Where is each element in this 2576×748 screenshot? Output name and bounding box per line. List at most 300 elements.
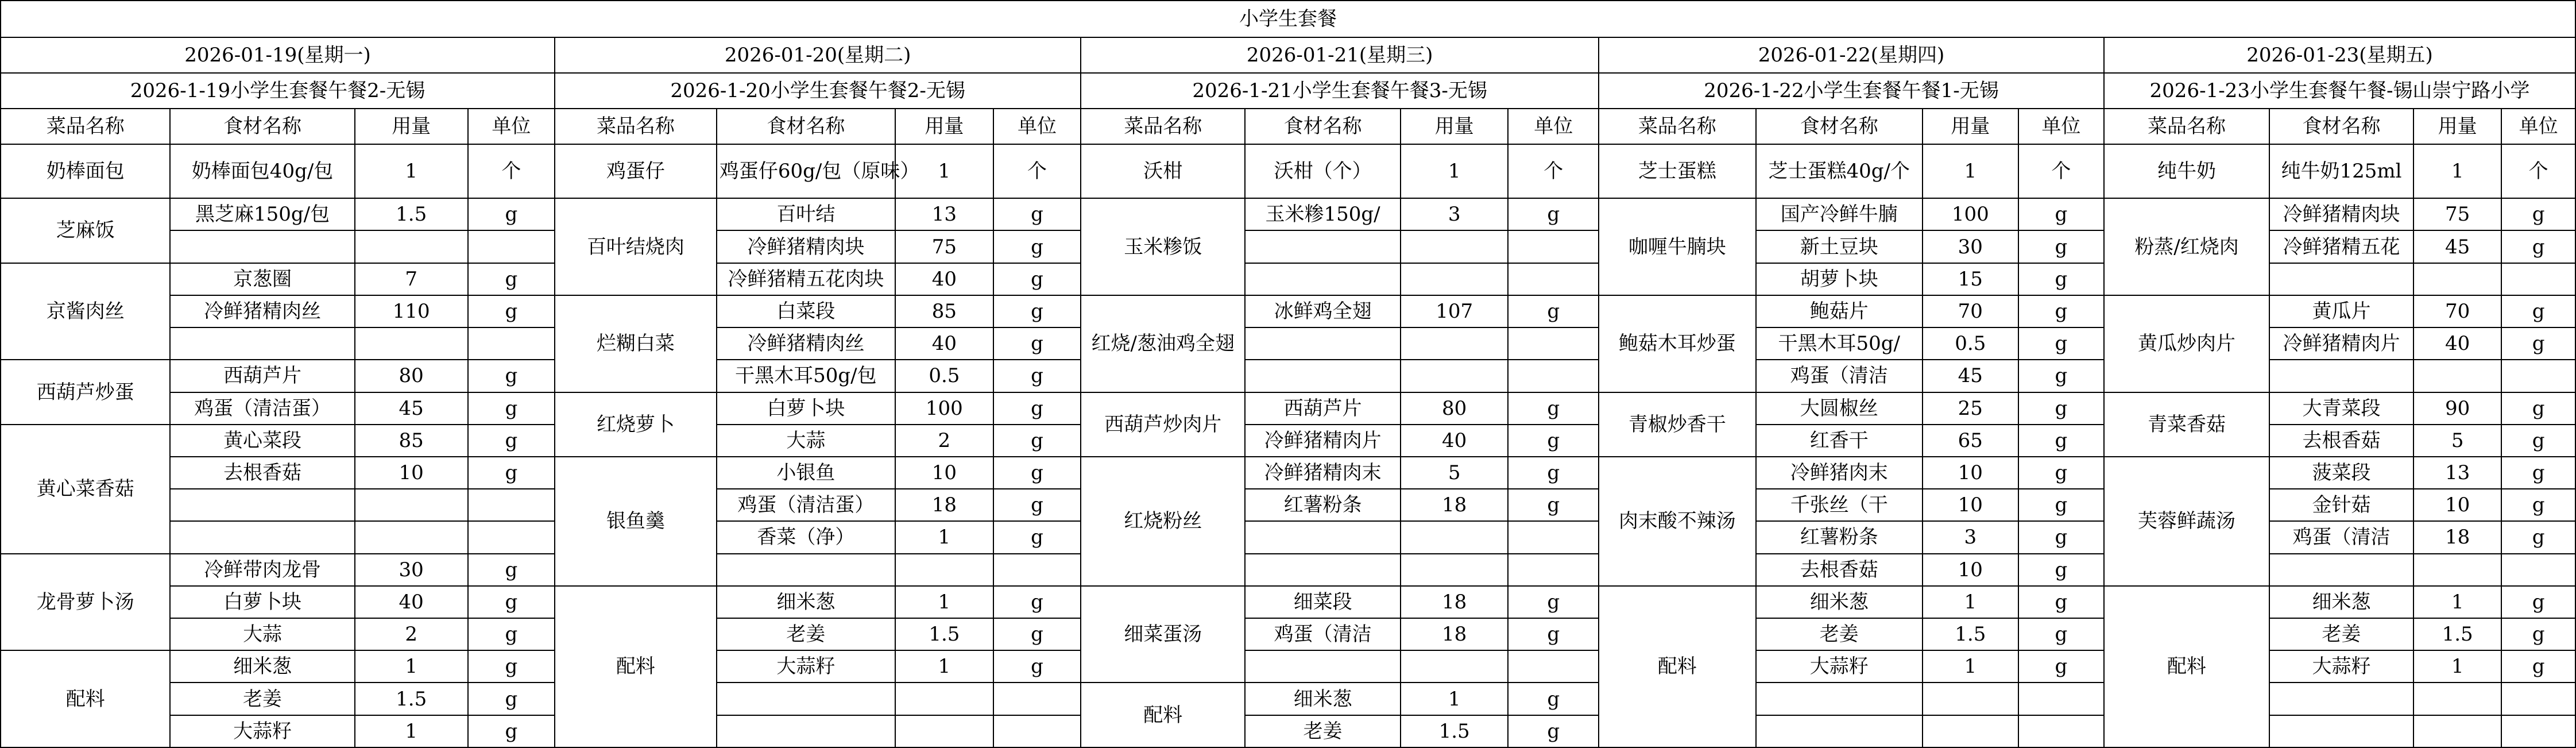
unit-cell: g	[468, 392, 555, 425]
day-date: 2026-01-23(星期五)	[2104, 37, 2575, 73]
ingredient-header: 食材名称	[717, 109, 895, 144]
unit-cell: g	[993, 295, 1081, 327]
ingredient-cell: 冷鲜猪精肉丝	[170, 295, 354, 327]
dish-name-cell: 芝士蛋糕	[1599, 144, 1756, 198]
amount-cell	[1401, 650, 1509, 683]
unit-cell	[2018, 683, 2104, 715]
unit-cell	[1508, 521, 1599, 553]
ingredient-cell: 白萝卜块	[717, 392, 895, 425]
ingredient-cell: 鸡蛋（清洁	[1245, 618, 1401, 650]
unit-cell: g	[468, 360, 555, 392]
ingredient-cell: 京葱圈	[170, 263, 354, 295]
amount-cell: 0.5	[895, 360, 993, 392]
ingredient-cell: 新土豆块	[1756, 230, 1923, 263]
amount-header: 用量	[1923, 109, 2018, 144]
amount-cell: 3	[1923, 521, 2018, 553]
ingredient-cell: 百叶结	[717, 198, 895, 230]
ingredient-cell: 奶棒面包40g/包	[170, 144, 354, 198]
amount-cell: 1	[895, 144, 993, 198]
amount-cell: 1	[1923, 650, 2018, 683]
amount-cell: 40	[355, 586, 468, 618]
unit-cell	[1508, 650, 1599, 683]
ingredient-cell: 细米葱	[170, 650, 354, 683]
ingredient-cell	[1245, 360, 1401, 392]
ingredient-cell: 细菜段	[1245, 586, 1401, 618]
amount-cell	[895, 554, 993, 586]
ingredient-cell: 冷鲜猪精五花肉块	[717, 263, 895, 295]
unit-cell: g	[2501, 489, 2575, 521]
amount-cell	[2413, 360, 2501, 392]
unit-header: 单位	[993, 109, 1081, 144]
amount-cell: 85	[355, 425, 468, 457]
ingredient-cell: 西葫芦片	[170, 360, 354, 392]
unit-cell	[468, 521, 555, 553]
dish-name-cell: 银鱼羹	[555, 457, 717, 586]
unit-cell: g	[2501, 425, 2575, 457]
unit-cell	[2501, 263, 2575, 295]
amount-cell: 40	[895, 263, 993, 295]
dish-name-cell: 粉蒸/红烧肉	[2104, 198, 2269, 295]
ingredient-cell: 黑芝麻150g/包	[170, 198, 354, 230]
amount-cell: 1.5	[895, 618, 993, 650]
dish-name-cell: 奶棒面包	[1, 144, 170, 198]
ingredient-cell: 西葫芦片	[1245, 392, 1401, 425]
ingredient-cell: 菠菜段	[2269, 457, 2413, 489]
ingredient-cell: 冷鲜带肉龙骨	[170, 554, 354, 586]
unit-cell: g	[468, 263, 555, 295]
ingredient-cell: 冷鲜猪精肉块	[2269, 198, 2413, 230]
unit-cell: g	[2018, 198, 2104, 230]
ingredient-cell: 沃柑（个）	[1245, 144, 1401, 198]
dish-name-cell: 青椒炒香干	[1599, 392, 1756, 457]
day-date: 2026-01-22(星期四)	[1599, 37, 2104, 73]
dish-name-cell: 烂糊白菜	[555, 295, 717, 392]
dish-name-cell: 芙蓉鲜蔬汤	[2104, 457, 2269, 586]
amount-cell: 70	[2413, 295, 2501, 327]
amount-cell: 2	[895, 425, 993, 457]
amount-cell	[1401, 263, 1509, 295]
amount-cell: 3	[1401, 198, 1509, 230]
unit-cell: g	[2018, 489, 2104, 521]
ingredient-cell: 红薯粉条	[1245, 489, 1401, 521]
ingredient-cell: 鸡蛋（清洁	[2269, 521, 2413, 553]
unit-cell: g	[1508, 489, 1599, 521]
ingredient-cell: 冷鲜猪精肉片	[1245, 425, 1401, 457]
amount-header: 用量	[2413, 109, 2501, 144]
unit-cell: g	[2501, 457, 2575, 489]
amount-header: 用量	[355, 109, 468, 144]
day-date: 2026-01-19(星期一)	[1, 37, 555, 73]
amount-cell: 5	[2413, 425, 2501, 457]
ingredient-cell	[1756, 683, 1923, 715]
dish-name-cell: 细菜蛋汤	[1081, 586, 1245, 683]
amount-header: 用量	[1401, 109, 1509, 144]
unit-cell: g	[2501, 198, 2575, 230]
meal-name: 2026-1-20小学生套餐午餐2-无锡	[555, 73, 1081, 109]
dish-name-cell: 百叶结烧肉	[555, 198, 717, 295]
unit-cell: g	[2501, 295, 2575, 327]
ingredient-cell: 冷鲜猪精肉块	[717, 230, 895, 263]
unit-cell: g	[2501, 392, 2575, 425]
ingredient-cell	[2269, 554, 2413, 586]
ingredient-cell	[717, 683, 895, 715]
dish-name-cell: 西葫芦炒肉片	[1081, 392, 1245, 457]
ingredient-cell: 黄心菜段	[170, 425, 354, 457]
dish-name-cell: 青菜香菇	[2104, 392, 2269, 457]
amount-cell: 85	[895, 295, 993, 327]
ingredient-cell: 老姜	[170, 683, 354, 715]
unit-cell: g	[2018, 521, 2104, 553]
ingredient-cell: 大蒜	[170, 618, 354, 650]
unit-cell	[993, 554, 1081, 586]
amount-header: 用量	[895, 109, 993, 144]
amount-cell: 1	[2413, 586, 2501, 618]
amount-cell: 1.5	[1923, 618, 2018, 650]
unit-cell: g	[468, 457, 555, 489]
amount-cell: 10	[2413, 489, 2501, 521]
ingredient-cell	[170, 521, 354, 553]
unit-cell	[468, 489, 555, 521]
ingredient-cell: 大蒜籽	[2269, 650, 2413, 683]
dish-name-cell: 黄心菜香菇	[1, 425, 170, 554]
ingredient-cell: 大蒜籽	[717, 650, 895, 683]
unit-cell: g	[2018, 457, 2104, 489]
unit-cell: g	[468, 650, 555, 683]
unit-cell	[2018, 715, 2104, 747]
amount-cell: 18	[895, 489, 993, 521]
unit-cell: g	[468, 198, 555, 230]
unit-cell: g	[1508, 198, 1599, 230]
unit-cell: g	[993, 489, 1081, 521]
ingredient-header: 食材名称	[170, 109, 354, 144]
ingredient-cell: 大蒜	[717, 425, 895, 457]
ingredient-cell: 纯牛奶125ml	[2269, 144, 2413, 198]
dish-name-cell: 配料	[1081, 683, 1245, 747]
amount-cell: 30	[355, 554, 468, 586]
amount-cell: 10	[1923, 489, 2018, 521]
sheet-title: 小学生套餐	[1, 1, 2575, 37]
unit-cell: g	[2018, 392, 2104, 425]
unit-cell: 个	[2501, 144, 2575, 198]
ingredient-cell: 小银鱼	[717, 457, 895, 489]
amount-cell: 10	[355, 457, 468, 489]
unit-cell: g	[1508, 683, 1599, 715]
ingredient-cell: 老姜	[2269, 618, 2413, 650]
amount-cell	[2413, 683, 2501, 715]
amount-cell: 110	[355, 295, 468, 327]
dish-name-cell: 西葫芦炒蛋	[1, 360, 170, 424]
meal-name: 2026-1-22小学生套餐午餐1-无锡	[1599, 73, 2104, 109]
ingredient-cell: 鸡蛋（清洁蛋）	[717, 489, 895, 521]
ingredient-cell: 冰鲜鸡全翅	[1245, 295, 1401, 327]
amount-cell: 18	[2413, 521, 2501, 553]
ingredient-cell: 老姜	[1756, 618, 1923, 650]
amount-cell	[2413, 715, 2501, 747]
amount-cell: 1	[355, 715, 468, 747]
dish-name-header: 菜品名称	[1599, 109, 1756, 144]
ingredient-cell	[1245, 327, 1401, 360]
dish-name-cell: 咖喱牛腩块	[1599, 198, 1756, 295]
amount-cell	[895, 683, 993, 715]
unit-cell	[993, 683, 1081, 715]
amount-cell: 1	[355, 144, 468, 198]
unit-cell: g	[1508, 295, 1599, 327]
ingredient-cell	[717, 554, 895, 586]
ingredient-cell: 香菜（净）	[717, 521, 895, 553]
amount-cell	[355, 521, 468, 553]
dish-name-cell: 鲍菇木耳炒蛋	[1599, 295, 1756, 392]
amount-cell	[355, 327, 468, 360]
dish-name-cell: 配料	[1, 650, 170, 747]
ingredient-cell	[2269, 715, 2413, 747]
unit-cell: g	[468, 683, 555, 715]
amount-cell: 1	[355, 650, 468, 683]
dish-name-header: 菜品名称	[1, 109, 170, 144]
unit-cell: g	[1508, 715, 1599, 747]
unit-cell: g	[1508, 586, 1599, 618]
dish-name-cell: 配料	[555, 586, 717, 747]
ingredient-cell	[1245, 521, 1401, 553]
ingredient-cell: 鸡蛋（清洁蛋）	[170, 392, 354, 425]
dish-name-cell: 鸡蛋仔	[555, 144, 717, 198]
unit-cell: g	[993, 425, 1081, 457]
ingredient-cell: 冷鲜猪精肉片	[2269, 327, 2413, 360]
ingredient-cell: 冷鲜猪精肉末	[1245, 457, 1401, 489]
amount-cell: 1	[2413, 650, 2501, 683]
amount-cell	[1401, 327, 1509, 360]
amount-cell: 75	[895, 230, 993, 263]
amount-cell: 10	[895, 457, 993, 489]
unit-cell: g	[468, 295, 555, 327]
dish-name-cell: 沃柑	[1081, 144, 1245, 198]
amount-cell	[1923, 715, 2018, 747]
unit-cell: g	[2018, 554, 2104, 586]
amount-cell: 100	[1923, 198, 2018, 230]
unit-cell: g	[468, 586, 555, 618]
ingredient-cell: 冷鲜猪精肉丝	[717, 327, 895, 360]
amount-cell: 18	[1401, 586, 1509, 618]
amount-cell: 1	[1401, 144, 1509, 198]
amount-cell: 45	[2413, 230, 2501, 263]
amount-cell: 30	[1923, 230, 2018, 263]
unit-cell: g	[993, 650, 1081, 683]
amount-cell: 107	[1401, 295, 1509, 327]
unit-cell: g	[468, 618, 555, 650]
amount-cell: 10	[1923, 457, 2018, 489]
dish-name-cell: 玉米糁饭	[1081, 198, 1245, 295]
meal-name: 2026-1-19小学生套餐午餐2-无锡	[1, 73, 555, 109]
unit-cell	[468, 230, 555, 263]
amount-cell: 2	[355, 618, 468, 650]
ingredient-cell: 白萝卜块	[170, 586, 354, 618]
ingredient-cell: 细米葱	[2269, 586, 2413, 618]
unit-cell: g	[468, 715, 555, 747]
amount-cell: 1	[895, 650, 993, 683]
unit-cell	[1508, 263, 1599, 295]
ingredient-cell	[2269, 263, 2413, 295]
ingredient-cell: 细米葱	[1245, 683, 1401, 715]
ingredient-cell: 大青菜段	[2269, 392, 2413, 425]
ingredient-cell	[1245, 230, 1401, 263]
dish-name-header: 菜品名称	[555, 109, 717, 144]
dish-name-cell: 龙骨萝卜汤	[1, 554, 170, 651]
dish-name-header: 菜品名称	[1081, 109, 1245, 144]
day-date: 2026-01-20(星期二)	[555, 37, 1081, 73]
amount-cell: 1	[1923, 144, 2018, 198]
day-date: 2026-01-21(星期三)	[1081, 37, 1599, 73]
amount-cell: 25	[1923, 392, 2018, 425]
unit-cell: g	[993, 230, 1081, 263]
amount-cell: 80	[1401, 392, 1509, 425]
amount-cell: 1	[895, 521, 993, 553]
unit-cell: g	[468, 554, 555, 586]
amount-cell: 1.5	[355, 683, 468, 715]
dish-name-cell: 京酱肉丝	[1, 263, 170, 360]
unit-cell: g	[2018, 586, 2104, 618]
ingredient-cell	[170, 327, 354, 360]
amount-cell: 75	[2413, 198, 2501, 230]
unit-cell: g	[2018, 263, 2104, 295]
ingredient-cell	[1245, 650, 1401, 683]
amount-cell: 18	[1401, 618, 1509, 650]
unit-cell: g	[2501, 586, 2575, 618]
amount-cell: 15	[1923, 263, 2018, 295]
amount-cell: 70	[1923, 295, 2018, 327]
unit-cell: g	[993, 263, 1081, 295]
unit-cell: 个	[993, 144, 1081, 198]
unit-cell: g	[2501, 618, 2575, 650]
unit-header: 单位	[2018, 109, 2104, 144]
amount-cell: 90	[2413, 392, 2501, 425]
unit-header: 单位	[468, 109, 555, 144]
amount-cell: 1	[1923, 586, 2018, 618]
dish-name-cell: 黄瓜炒肉片	[2104, 295, 2269, 392]
amount-cell: 1.5	[2413, 618, 2501, 650]
amount-cell: 13	[895, 198, 993, 230]
ingredient-cell: 冷鲜猪肉末	[1756, 457, 1923, 489]
ingredient-cell: 细米葱	[717, 586, 895, 618]
ingredient-header: 食材名称	[1245, 109, 1401, 144]
ingredient-cell: 金针菇	[2269, 489, 2413, 521]
ingredient-header: 食材名称	[2269, 109, 2413, 144]
unit-cell: 个	[1508, 144, 1599, 198]
unit-cell	[468, 327, 555, 360]
amount-cell: 10	[1923, 554, 2018, 586]
unit-cell: g	[2018, 425, 2104, 457]
ingredient-cell: 红香干	[1756, 425, 1923, 457]
ingredient-cell	[1245, 263, 1401, 295]
ingredient-cell: 老姜	[1245, 715, 1401, 747]
amount-cell: 0.5	[1923, 327, 2018, 360]
amount-cell: 18	[1401, 489, 1509, 521]
ingredient-cell: 干黑木耳50g/	[1756, 327, 1923, 360]
ingredient-cell: 大圆椒丝	[1756, 392, 1923, 425]
ingredient-cell: 黄瓜片	[2269, 295, 2413, 327]
dish-name-cell: 配料	[2104, 586, 2269, 747]
dish-name-cell: 纯牛奶	[2104, 144, 2269, 198]
ingredient-cell: 白菜段	[717, 295, 895, 327]
amount-cell: 100	[895, 392, 993, 425]
amount-cell	[1401, 554, 1509, 586]
unit-cell: g	[1508, 425, 1599, 457]
amount-cell: 40	[895, 327, 993, 360]
unit-cell: g	[2018, 295, 2104, 327]
unit-cell: g	[993, 521, 1081, 553]
unit-cell: g	[2501, 230, 2575, 263]
ingredient-cell: 红薯粉条	[1756, 521, 1923, 553]
unit-cell	[2501, 360, 2575, 392]
amount-cell	[355, 230, 468, 263]
dish-name-cell: 红烧/葱油鸡全翅	[1081, 295, 1245, 392]
ingredient-cell	[1756, 715, 1923, 747]
unit-cell: g	[2501, 521, 2575, 553]
amount-cell	[895, 715, 993, 747]
unit-cell: g	[993, 327, 1081, 360]
amount-cell: 40	[2413, 327, 2501, 360]
amount-cell: 5	[1401, 457, 1509, 489]
unit-cell: g	[2018, 230, 2104, 263]
ingredient-cell	[2269, 360, 2413, 392]
amount-cell: 45	[1923, 360, 2018, 392]
unit-header: 单位	[1508, 109, 1599, 144]
unit-cell	[1508, 230, 1599, 263]
unit-cell: g	[993, 457, 1081, 489]
amount-cell	[355, 489, 468, 521]
unit-cell: g	[2501, 327, 2575, 360]
ingredient-cell: 鲍菇片	[1756, 295, 1923, 327]
unit-cell	[1508, 327, 1599, 360]
unit-cell	[1508, 360, 1599, 392]
amount-cell: 1.5	[355, 198, 468, 230]
unit-cell: g	[2018, 327, 2104, 360]
unit-cell: 个	[2018, 144, 2104, 198]
unit-cell	[2501, 683, 2575, 715]
unit-cell	[1508, 554, 1599, 586]
amount-cell: 1	[2413, 144, 2501, 198]
amount-cell: 65	[1923, 425, 2018, 457]
ingredient-cell: 鸡蛋仔60g/包（原味）	[717, 144, 895, 198]
ingredient-cell: 去根香菇	[2269, 425, 2413, 457]
meal-name: 2026-1-23小学生套餐午餐-锡山崇宁路小学	[2104, 73, 2575, 109]
amount-cell: 1	[1401, 683, 1509, 715]
ingredient-cell: 去根香菇	[1756, 554, 1923, 586]
ingredient-cell: 去根香菇	[170, 457, 354, 489]
unit-cell: g	[1508, 457, 1599, 489]
unit-cell: g	[2501, 650, 2575, 683]
amount-cell	[1401, 521, 1509, 553]
unit-cell: g	[2018, 360, 2104, 392]
dish-name-cell: 红烧粉丝	[1081, 457, 1245, 586]
ingredient-cell: 大蒜籽	[1756, 650, 1923, 683]
amount-cell: 7	[355, 263, 468, 295]
ingredient-cell: 细米葱	[1756, 586, 1923, 618]
amount-cell: 1.5	[1401, 715, 1509, 747]
unit-cell: 个	[468, 144, 555, 198]
ingredient-cell: 大蒜籽	[170, 715, 354, 747]
ingredient-cell: 冷鲜猪精五花	[2269, 230, 2413, 263]
ingredient-cell: 玉米糁150g/	[1245, 198, 1401, 230]
amount-cell: 1	[895, 586, 993, 618]
ingredient-cell: 老姜	[717, 618, 895, 650]
meal-name: 2026-1-21小学生套餐午餐3-无锡	[1081, 73, 1599, 109]
unit-cell	[2501, 715, 2575, 747]
amount-cell	[1923, 683, 2018, 715]
ingredient-cell: 胡萝卜块	[1756, 263, 1923, 295]
amount-cell	[2413, 554, 2501, 586]
ingredient-cell: 芝士蛋糕40g/个	[1756, 144, 1923, 198]
amount-cell: 45	[355, 392, 468, 425]
ingredient-cell	[2269, 683, 2413, 715]
